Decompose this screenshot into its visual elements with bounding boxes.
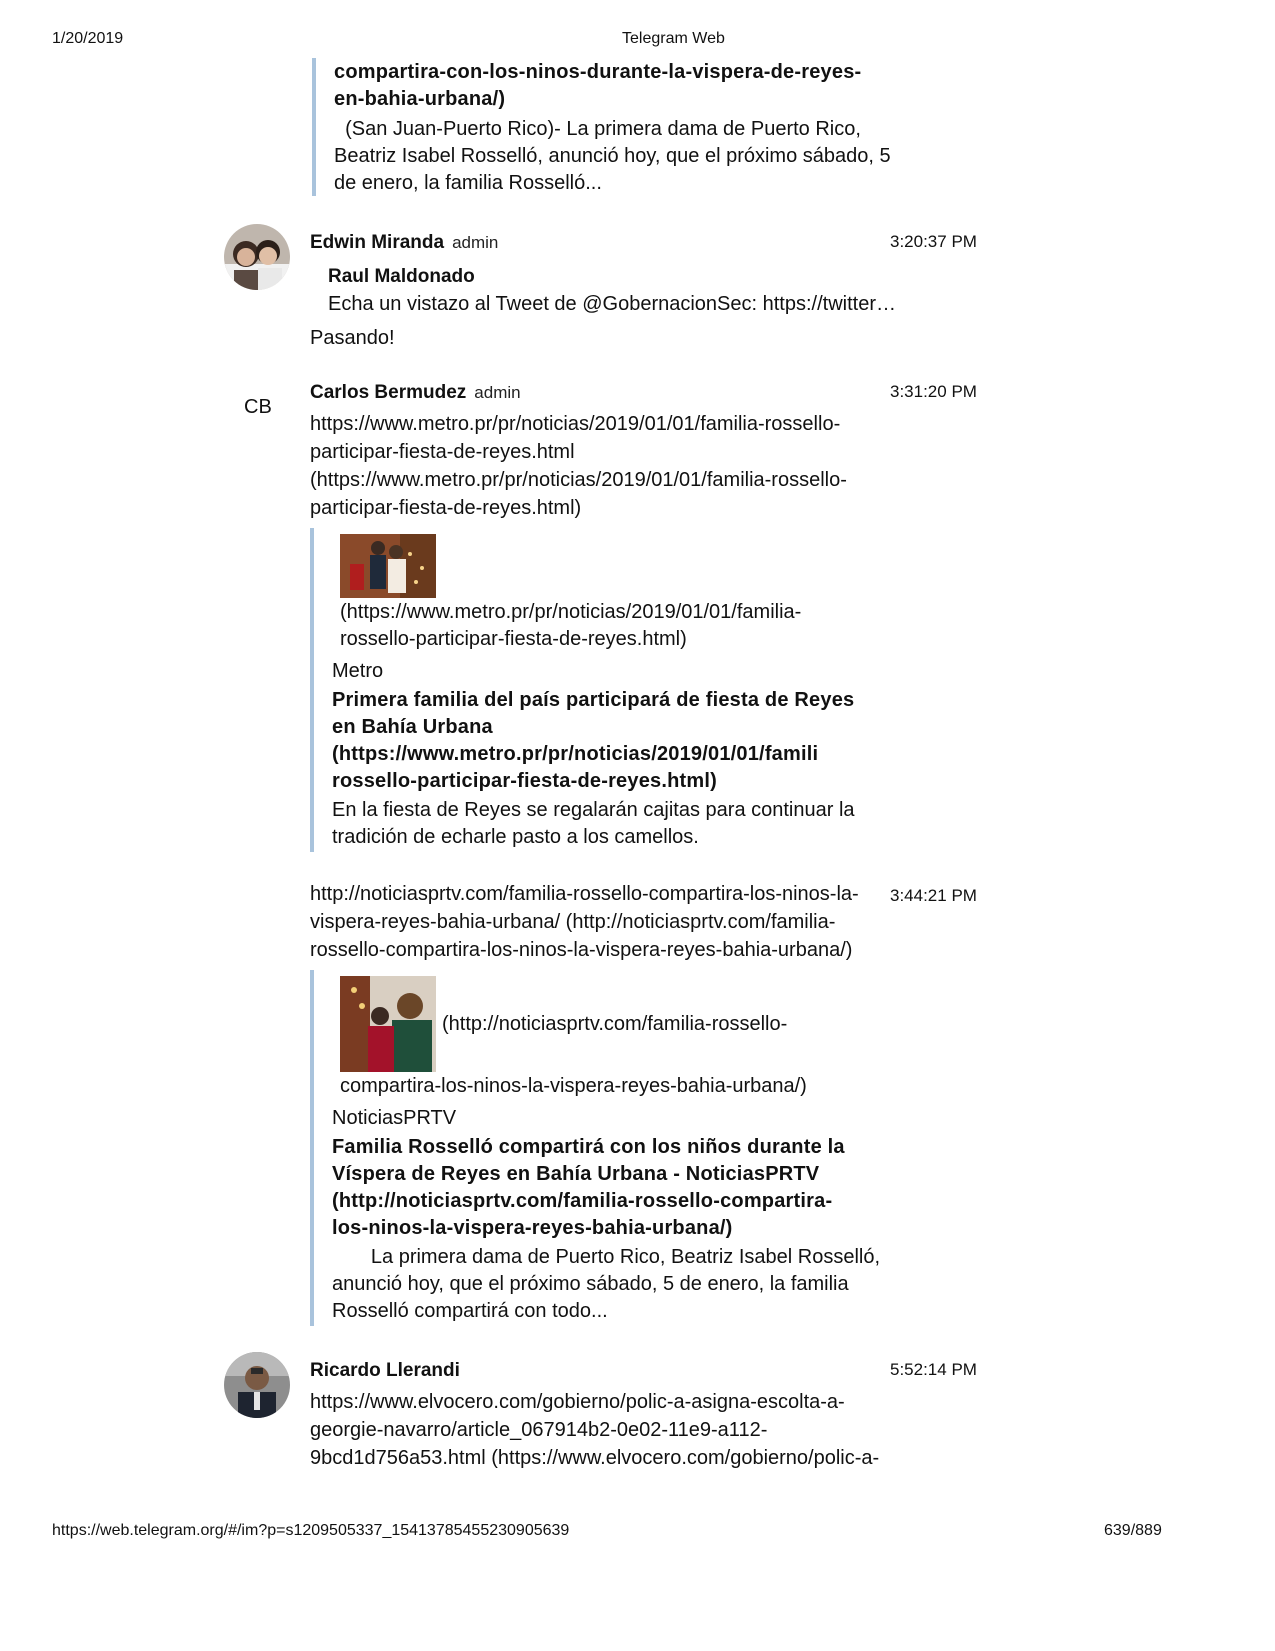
print-date: 1/20/2019 (52, 30, 124, 47)
author-role-badge: admin (474, 383, 521, 402)
preview-title-line[interactable]: los-ninos-la-vispera-reyes-bahia-urbana/) (332, 1217, 733, 1239)
message-time: 5:52:14 PM (890, 1360, 977, 1379)
link-preview-top (312, 58, 914, 196)
link-preview-metro (310, 528, 912, 852)
preview-thumbnail[interactable] (340, 976, 436, 1072)
preview-link-line[interactable]: (http://noticiasprtv.com/familia-rossello- (442, 1013, 788, 1035)
message-time: 3:20:37 PM (890, 232, 977, 251)
avatar-edwin-miranda[interactable] (224, 224, 290, 290)
message-link-line[interactable]: 9bcd1d756a53.html (https://www.elvocero.com/gobierno/polic-a- (310, 1447, 880, 1469)
message-link-line[interactable]: rossello-compartira-los-ninos-la-vispera-reyes-bahia-urbana/) (310, 939, 853, 961)
message-link-line[interactable]: https://www.metro.pr/pr/noticias/2019/01/01/familia-rossello- (310, 413, 841, 435)
author-name[interactable]: Edwin Miranda (310, 232, 445, 253)
reply-author[interactable]: Raul Maldonado (328, 266, 475, 287)
preview-title-line[interactable]: Primera familia del país participará de fiesta de Reyes (332, 689, 855, 711)
preview-title-line[interactable]: en-bahia-urbana/) (334, 88, 506, 110)
message-author[interactable] (310, 382, 521, 404)
preview-description-line: tradición de echarle pasto a los camellos. (332, 826, 699, 848)
message-link-line[interactable]: https://www.elvocero.com/gobierno/polic-a-asigna-escolta-a- (310, 1391, 845, 1413)
message-time: 3:44:21 PM (890, 886, 977, 905)
message-author[interactable] (310, 1360, 460, 1382)
message-link-line[interactable]: http://noticiasprtv.com/familia-rossello-compartira-los-ninos-la- (310, 883, 859, 905)
message-link-line[interactable]: (https://www.metro.pr/pr/noticias/2019/01/01/familia-rossello- (310, 469, 847, 491)
footer-url[interactable]: https://web.telegram.org/#/im?p=s1209505337_15413785455230905639 (52, 1522, 570, 1539)
preview-description-line: de enero, la familia Rosselló... (334, 172, 602, 194)
preview-title-line[interactable]: (https://www.metro.pr/pr/noticias/2019/01/01/famili (332, 743, 819, 765)
preview-link-line[interactable]: rossello-participar-fiesta-de-reyes.html) (340, 628, 687, 650)
preview-site-name: NoticiasPRTV (332, 1107, 457, 1129)
preview-description-line: anunció hoy, que el próximo sábado, 5 de enero, la familia (332, 1273, 849, 1295)
preview-title-line[interactable]: en Bahía Urbana (332, 716, 493, 738)
page-title: Telegram Web (622, 30, 725, 47)
link-preview-noticiasprtv (310, 970, 912, 1326)
avatar-ricardo-llerandi[interactable] (224, 1352, 290, 1418)
author-name[interactable]: Ricardo Llerandi (310, 1360, 460, 1381)
avatar-initials[interactable]: CB (244, 396, 272, 418)
preview-title-line[interactable]: (http://noticiasprtv.com/familia-rossello-compartira- (332, 1190, 833, 1212)
author-role-badge: admin (452, 233, 499, 252)
preview-title-line[interactable]: Víspera de Reyes en Bahía Urbana - NoticiasPRTV (332, 1163, 820, 1185)
message-time: 3:31:20 PM (890, 382, 977, 401)
preview-description-line: (San Juan-Puerto Rico)- La primera dama de Puerto Rico, (334, 118, 861, 140)
message-author[interactable] (310, 232, 498, 254)
message-link-line[interactable]: georgie-navarro/article_067914b2-0e02-11e9-a112- (310, 1419, 768, 1441)
avatar-photo-icon (224, 224, 290, 290)
preview-thumbnail[interactable] (340, 534, 436, 598)
preview-link-line[interactable]: compartira-los-ninos-la-vispera-reyes-bahia-urbana/) (340, 1075, 807, 1097)
preview-description-line: Rosselló compartirá con todo... (332, 1300, 608, 1322)
page-number: 639/889 (1104, 1522, 1162, 1539)
avatar-photo-icon (224, 1352, 290, 1418)
preview-image-icon (340, 976, 436, 1072)
preview-site-name: Metro (332, 660, 384, 682)
preview-title-line[interactable]: rossello-participar-fiesta-de-reyes.html) (332, 770, 717, 792)
message-text: Pasando! (310, 327, 395, 349)
message-link-line[interactable]: vispera-reyes-bahia-urbana/ (http://noticiasprtv.com/familia- (310, 911, 836, 933)
message-link-line[interactable]: participar-fiesta-de-reyes.html) (310, 497, 582, 519)
author-name[interactable]: Carlos Bermudez (310, 382, 467, 403)
reply-snippet[interactable]: Echa un vistazo al Tweet de @GobernacionSec: https://twitter… (328, 293, 896, 315)
preview-description-line: Beatriz Isabel Rosselló, anunció hoy, que el próximo sábado, 5 (334, 145, 891, 167)
preview-description-line: La primera dama de Puerto Rico, Beatriz Isabel Rosselló, (332, 1246, 881, 1268)
preview-title-line[interactable]: Familia Rosselló compartirá con los niños durante la (332, 1136, 845, 1158)
preview-title-line[interactable]: compartira-con-los-ninos-durante-la-vispera-de-reyes- (334, 61, 862, 83)
preview-description-line: En la fiesta de Reyes se regalarán cajitas para continuar la (332, 799, 855, 821)
message-link-line[interactable]: participar-fiesta-de-reyes.html (310, 441, 575, 463)
preview-image-icon (340, 534, 436, 598)
preview-link-line[interactable]: (https://www.metro.pr/pr/noticias/2019/01/01/familia- (340, 601, 802, 623)
